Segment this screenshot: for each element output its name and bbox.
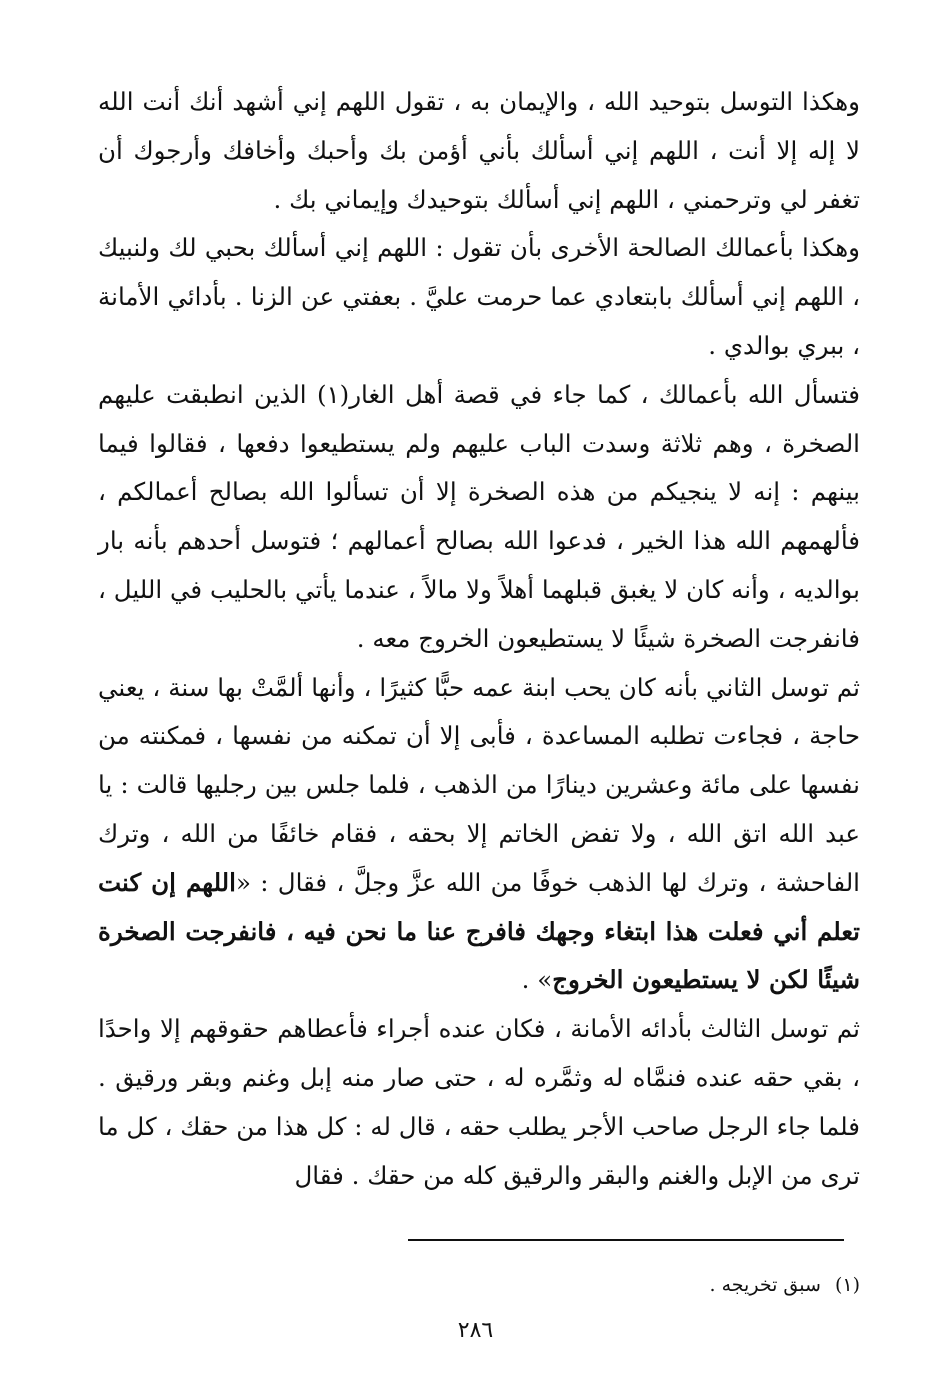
page-body: [98, 78, 860, 1200]
footnote-number: (١): [834, 1274, 860, 1296]
paragraph-1-text: وهكذا التوسل بتوحيد الله ، والإيمان به ، تقول اللهم إني أشهد أنك أنت الله لا إله إلا أنت ، اللهم إني أسألك بأني أؤمن بك وأحبك وأخافك وأرجوك أن تغفر لي وترحمني ، اللهم إني أسألك بتوحيدك وإيماني بك .: [98, 87, 860, 214]
paragraph-4: [98, 664, 860, 1006]
paragraph-2-text: وهكذا بأعمالك الصالحة الأخرى بأن تقول : اللهم إني أسألك بحبي لك ولنبيك ، اللهم إني أسألك بابتعادي عما حرمت عليَّ . بعفتي عن الزنا . بأدائي الأمانة ، ببري بوالدي .: [98, 233, 860, 360]
paragraph-5-text: ثم توسل الثالث بأدائه الأمانة ، فكان عنده أجراء فأعطاهم حقوقهم إلا واحدًا ، بقي حقه عنده فنمَّاه له وثمَّره له ، حتى صار منه إبل وغنم وبقر ورقيق . فلما جاء الرجل صاحب الأجر يطلب حقه ، قال له : كل هذا من حقك ، كل ما ترى من الإبل والغنم والبقر والرقيق كله من حقك . فقال: [98, 1014, 860, 1190]
paragraph-3: [98, 371, 860, 664]
footnote-text: سبق تخريجه .: [709, 1274, 821, 1296]
paragraph-3-text: فتسأل الله بأعمالك ، كما جاء في قصة أهل الغار(١) الذين انطبقت عليهم الصخرة ، وهم ثلاثة وسدت الباب عليهم ولم يستطيعوا دفعها ، فقالوا فيما بينهم : إنه لا ينجيكم من هذه الصخرة إلا أن تسألوا الله بصالح أعمالكم ، فألهمهم الله هذا الخير ، فدعوا الله بصالح أعمالهم ؛ فتوسل أحدهم بأنه بار بوالديه ، وأنه كان لا يغبق قبلهما أهلاً ولا مالاً ، عندما يأتي بالحليب في الليل ، فانفرجت الصخرة شيئًا لا يستطيعون الخروج معه .: [98, 379, 860, 653]
footnote: [400, 1272, 860, 1298]
paragraph-1: [98, 78, 860, 224]
paragraph-2: [98, 224, 860, 370]
footnote-divider: [408, 1239, 844, 1241]
paragraph-4-bold-quote: اللهم إن كنت تعلم أني فعلت هذا ابتغاء وجهك فافرج عنا ما نحن فيه ، فانفرجت الصخرة شيئًا لكن لا يستطيعون الخروج: [98, 867, 860, 995]
paragraph-4-tail: » .: [521, 965, 553, 995]
paragraph-5: [98, 1005, 860, 1200]
page-number: ٢٨٦: [457, 1318, 494, 1343]
paragraph-4-text: ثم توسل الثاني بأنه كان يحب ابنة عمه حبًّا كثيرًا ، وأنها ألمَّتْ بها سنة ، يعني حاجة ، فجاءت تطلبه المساعدة ، فأبى إلا أن تمكنه من نفسها ، فمكنته من نفسها على مائة وعشرين دينارًا من الذهب ، فلما جلس بين رجليها قالت : يا عبد الله اتق الله ، ولا تفض الخاتم إلا بحقه ، فقام خائفًا من الله ، وترك الفاحشة ، وترك لها الذهب خوفًا من الله عزَّ وجلَّ ، فقال : «: [98, 672, 860, 897]
